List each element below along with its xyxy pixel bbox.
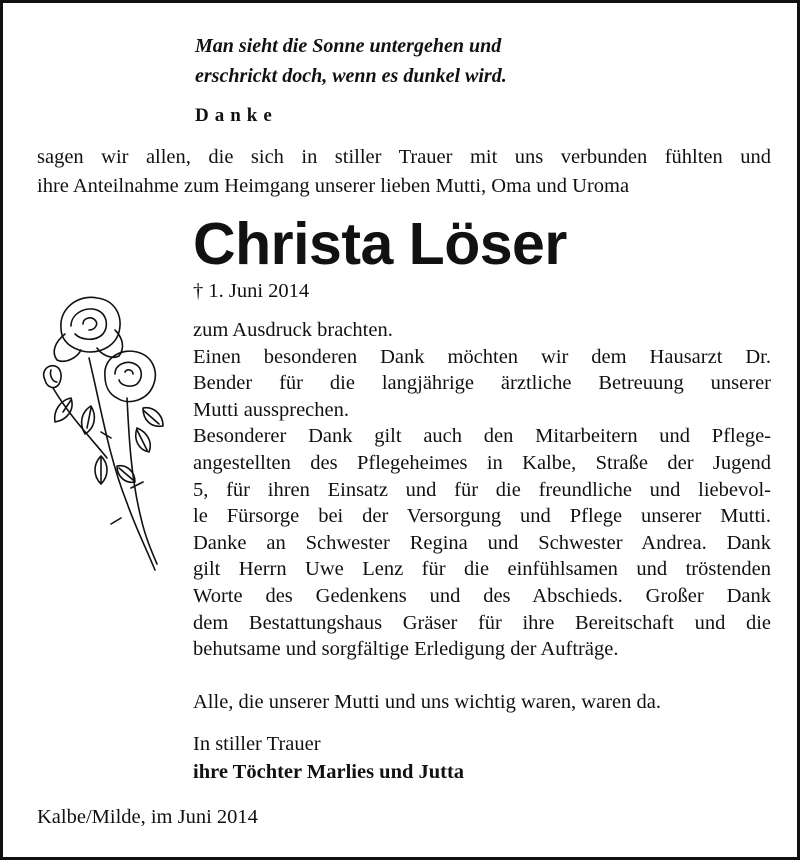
thanks-heading: Danke: [195, 105, 278, 126]
body-line: dem Bestattungshaus Gräser für ihre Bereitschaft und die: [193, 611, 771, 634]
body-line: Mutti aussprechen.: [193, 398, 349, 421]
place-date: Kalbe/Milde, im Juni 2014: [37, 806, 258, 828]
body-line: zum Ausdruck brachten.: [193, 319, 393, 341]
closing-line: Alle, die unserer Mutti und uns wichtig waren, waren da.: [193, 691, 661, 713]
intro-line-1: sagen wir allen, die sich in stiller Trauer mit uns verbunden fühlten und: [37, 146, 771, 168]
thanks-body: [193, 317, 771, 663]
memorial-quote: [195, 31, 507, 91]
intro-text: [37, 143, 771, 201]
body-line: Einen besonderen Dank möchten wir dem Hausarzt Dr.: [193, 345, 771, 368]
rose-icon: [31, 288, 171, 578]
death-date: † 1. Juni 2014: [193, 280, 310, 302]
deceased-name: Christa Löser: [193, 211, 567, 277]
body-line: behutsame und sorgfältige Erledigung der Aufträge.: [193, 638, 619, 661]
body-line: angestellten des Pflegeheimes in Kalbe, Straße der Jugend: [193, 451, 771, 474]
body-line: Bender für die langjährige ärztliche Betreuung unserer: [193, 372, 771, 395]
signature-names: ihre Töchter Marlies und Jutta: [193, 761, 465, 783]
body-line: gilt Herrn Uwe Lenz für die einfühlsamen und tröstenden: [193, 558, 771, 581]
body-line: le Fürsorge bei der Versorgung und Pflege unserer Mutti.: [193, 505, 771, 528]
quote-line-2: erschrickt doch, wenn es dunkel wird.: [195, 65, 507, 87]
signature-intro: In stiller Trauer: [193, 733, 321, 755]
body-line: Besonderer Dank gilt auch den Mitarbeitern und Pflege-: [193, 425, 771, 448]
body-line: Worte des Gedenkens und des Abschieds. Großer Dank: [193, 584, 771, 607]
quote-line-1: Man sieht die Sonne untergehen und: [195, 35, 502, 57]
body-line: Danke an Schwester Regina und Schwester Andrea. Dank: [193, 531, 771, 554]
body-line: 5, für ihren Einsatz und für die freundliche und liebevol-: [193, 478, 771, 501]
intro-line-2: ihre Anteilnahme zum Heimgang unserer lieben Mutti, Oma und Uroma: [37, 175, 630, 197]
